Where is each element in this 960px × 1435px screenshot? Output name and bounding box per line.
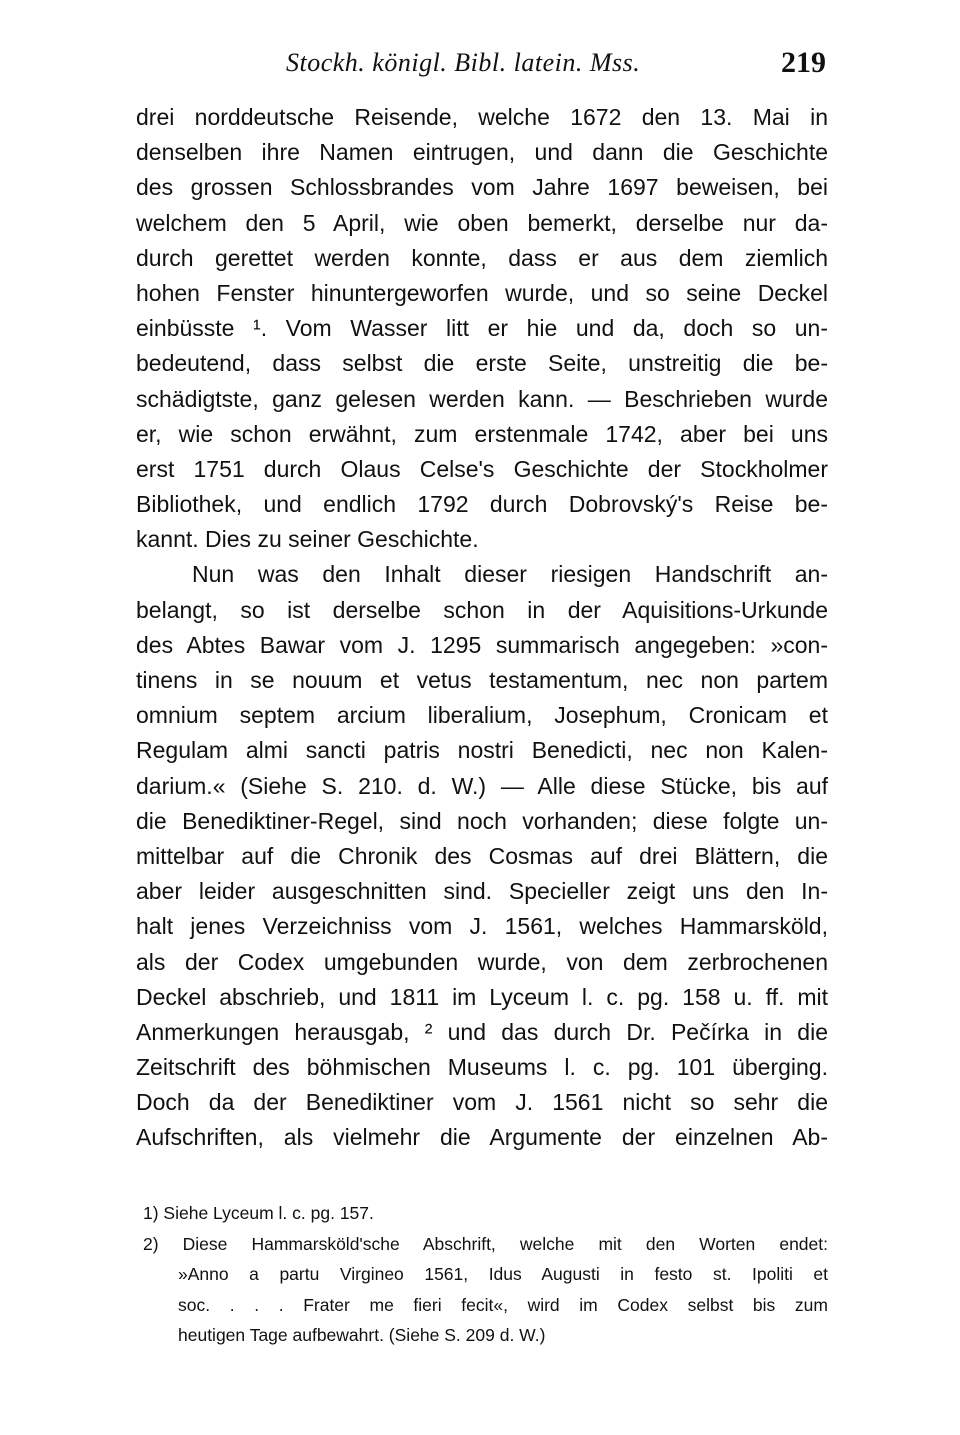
footnote-line: 2) Diese Hammarsköld'sche Abschrift, welche mit den Worten endet: bbox=[143, 1233, 828, 1254]
body-text bbox=[136, 100, 828, 1156]
footnote-line: heutigen Tage aufbewahrt. (Siehe S. 209 d. W.) bbox=[178, 1325, 546, 1345]
text-line: Aufschriften, als vielmehr die Argumente der einzelnen Ab- bbox=[136, 1124, 828, 1151]
text-line: drei norddeutsche Reisende, welche 1672 den 13. Mai in bbox=[136, 104, 828, 130]
footnote-line: »Anno a partu Virgineo 1561, Idus Augusti in festo st. Ipoliti et bbox=[178, 1264, 828, 1284]
text-line: welchem den 5 April, wie oben bemerkt, derselbe nur da- bbox=[136, 209, 828, 236]
text-line: darium.« (Siehe S. 210. d. W.) — Alle diese Stücke, bis auf bbox=[136, 772, 828, 799]
text-line: aber leider ausgeschnitten sind. Specieller zeigt uns den In- bbox=[136, 878, 828, 905]
text-line: schädigtste, ganz gelesen werden kann. — Beschrieben wurde bbox=[136, 385, 828, 412]
text-line: die Benediktiner-Regel, sind noch vorhanden; diese folgte un- bbox=[136, 807, 828, 834]
footnote-line: soc. . . . Frater me fieri fecit«, wird im Codex selbst bis zum bbox=[178, 1294, 828, 1315]
text-line: erst 1751 durch Olaus Celse's Geschichte der Stockholmer bbox=[136, 455, 828, 482]
text-line: Deckel abschrieb, und 1811 im Lyceum l. c. pg. 158 u. ff. mit bbox=[136, 983, 828, 1010]
footnote-line: 1) Siehe Lyceum l. c. pg. 157. bbox=[143, 1203, 374, 1223]
text-line: hohen Fenster hinuntergeworfen wurde, und so seine Deckel bbox=[136, 279, 828, 306]
running-title: Stockh. königl. Bibl. latein. Mss. bbox=[286, 48, 641, 77]
text-line: einbüsste ¹. Vom Wasser litt er hie und da, doch so un- bbox=[136, 315, 828, 342]
text-line: kannt. Dies zu seiner Geschichte. bbox=[136, 526, 479, 553]
page-number: 219 bbox=[781, 46, 826, 79]
text-line: Nun was den Inhalt dieser riesigen Handschrift an- bbox=[192, 561, 828, 588]
footnotes bbox=[143, 1198, 828, 1351]
text-line: denselben ihre Namen eintrugen, und dann die Geschichte bbox=[136, 139, 828, 166]
text-line: er, wie schon erwähnt, zum erstenmale 1742, aber bei uns bbox=[136, 420, 828, 447]
text-line: Zeitschrift des böhmischen Museums l. c. pg. 101 überging. bbox=[136, 1054, 828, 1081]
text-line: omnium septem arcium liberalium, Josephum, Cronicam et bbox=[136, 702, 828, 729]
text-line: bedeutend, dass selbst die erste Seite, unstreitig die be- bbox=[136, 350, 828, 377]
text-line: mittelbar auf die Chronik des Cosmas auf drei Blättern, die bbox=[136, 842, 828, 869]
text-line: des grossen Schlossbrandes vom Jahre 1697 beweisen, bei bbox=[136, 174, 828, 201]
text-line: Anmerkungen herausgab, ² und das durch Dr. Pečírka in die bbox=[136, 1018, 828, 1045]
text-line: halt jenes Verzeichniss vom J. 1561, welches Hammarsköld, bbox=[136, 913, 828, 940]
page-header bbox=[136, 44, 828, 84]
text-line: Bibliothek, und endlich 1792 durch Dobrovský's Reise be- bbox=[136, 491, 828, 518]
text-line: belangt, so ist derselbe schon in der Aquisitions-Urkunde bbox=[136, 596, 828, 623]
text-line: Doch da der Benediktiner vom J. 1561 nicht so sehr die bbox=[136, 1089, 828, 1116]
text-line: des Abtes Bawar vom J. 1295 summarisch angegeben: »con- bbox=[136, 631, 828, 658]
text-line: tinens in se nouum et vetus testamentum, nec non partem bbox=[136, 667, 828, 693]
text-line: durch gerettet werden konnte, dass er aus dem ziemlich bbox=[136, 244, 828, 271]
text-line: als der Codex umgebunden wurde, von dem zerbrochenen bbox=[136, 948, 828, 975]
text-line: Regulam almi sancti patris nostri Benedicti, nec non Kalen- bbox=[136, 737, 828, 764]
